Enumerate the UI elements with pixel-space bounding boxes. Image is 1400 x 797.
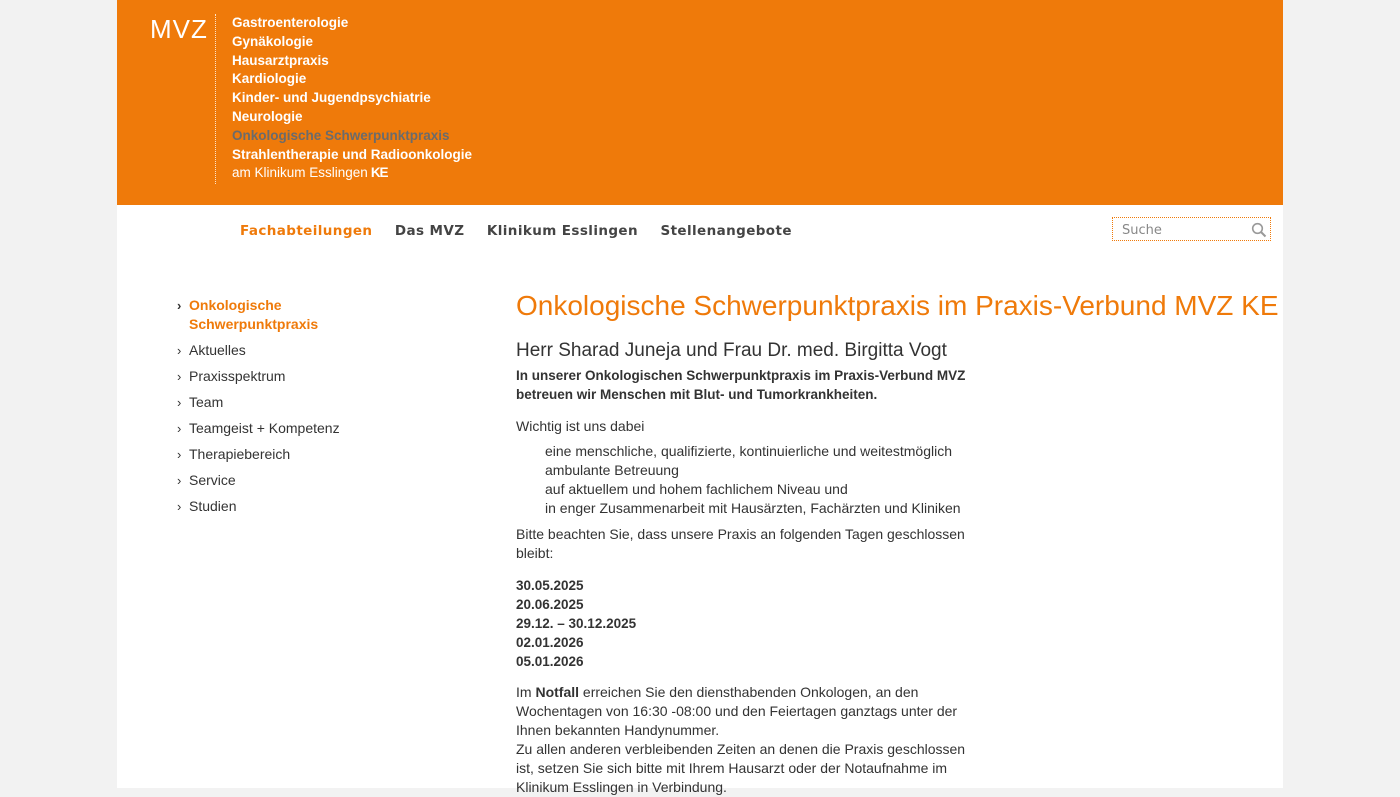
emergency-prefix: Im (516, 684, 532, 700)
subtitle-text: am Klinikum Esslingen (232, 165, 368, 181)
chevron-right-icon: › (177, 421, 182, 436)
sidebar-item-label: Praxisspektrum (189, 368, 286, 384)
closed-dates (516, 576, 1256, 671)
logo[interactable]: MVZ (150, 14, 208, 44)
closed-date: 30.05.2025 (516, 578, 584, 593)
header (117, 0, 1283, 205)
emergency-text (516, 683, 986, 740)
nav-das-mvz[interactable]: Das MVZ (394, 223, 465, 239)
chevron-right-icon: › (177, 447, 182, 462)
dept-link-hausarztpraxis[interactable]: Hausarztpraxis (232, 52, 329, 68)
chevron-right-icon: › (177, 499, 182, 514)
chevron-right-icon: › (177, 298, 182, 313)
search-box (1112, 217, 1271, 241)
other-times-text: Zu allen anderen verbleibenden Zeiten an denen die Praxis geschlossen ist, setzen Sie sich bitte mit Ihrem Hausarzt oder der Notaufnahme im Klinikum Esslingen in Verbindung. (516, 741, 966, 795)
page (117, 0, 1283, 795)
emergency-body: erreichen Sie den diensthabenden Onkologen, an den Wochentagen von 16:30 -08:00 und den Feiertagen ganztags unter der Ihnen bekannten Handynummer. (516, 684, 958, 738)
list-item: auf aktuellem und hohem fachlichem Niveau und (545, 481, 848, 497)
department-list (215, 14, 472, 184)
list-item: in enger Zusammenarbeit mit Hausärzten, Fachärzten und Kliniken (545, 500, 961, 516)
sidebar-item-label: Therapiebereich (189, 446, 291, 462)
page-title: Onkologische Schwerpunktpraxis im Praxis-Verbund MVZ KE (516, 290, 1279, 321)
sidebar-item-label: Onkologische Schwerpunktpraxis (189, 297, 319, 332)
chevron-right-icon: › (177, 395, 182, 410)
important-intro: Wichtig ist uns dabei (516, 418, 645, 434)
dept-link-kinder-jugendpsychiatrie[interactable]: Kinder- und Jugendpsychiatrie (232, 90, 431, 106)
dept-link-onkologie[interactable]: Onkologische Schwerpunktpraxis (232, 127, 450, 143)
chevron-right-icon: › (177, 369, 182, 384)
closed-date: 29.12. – 30.12.2025 (516, 616, 637, 631)
sidebar-item-onkologische-schwerpunktpraxis[interactable] (177, 296, 377, 334)
header-subtitle (232, 164, 472, 183)
dept-link-kardiologie[interactable]: Kardiologie (232, 71, 307, 87)
sidebar-item-service[interactable] (177, 471, 377, 490)
values-list (516, 442, 985, 518)
sidebar-item-aktuelles[interactable] (177, 341, 377, 360)
sidebar-navigation (177, 296, 377, 523)
ke-logo: KE (370, 165, 388, 181)
chevron-right-icon: › (177, 343, 182, 358)
sidebar-item-label: Service (189, 472, 236, 488)
lead-text: In unserer Onkologischen Schwerpunktpraxis im Praxis-Verbund MVZ betreuen wir Menschen mit Blut- und Tumorkrankheiten. (516, 368, 966, 402)
dept-link-strahlentherapie[interactable]: Strahlentherapie und Radioonkologie (232, 146, 473, 162)
closed-notice: Bitte beachten Sie, dass unsere Praxis an folgenden Tagen geschlossen bleibt: (516, 526, 965, 561)
closed-date: 05.01.2026 (516, 654, 584, 669)
search-input[interactable] (1113, 218, 1259, 242)
sidebar-item-therapiebereich[interactable] (177, 445, 377, 464)
emergency-keyword: Notfall (535, 684, 580, 700)
sidebar-item-label: Studien (189, 498, 237, 514)
nav-stellenangebote[interactable]: Stellenangebote (660, 223, 792, 239)
sidebar-item-label: Team (189, 394, 224, 410)
closed-date: 20.06.2025 (516, 597, 584, 612)
sidebar-item-label: Teamgeist + Kompetenz (189, 420, 340, 436)
dept-link-gastroenterologie[interactable]: Gastroenterologie (232, 15, 349, 30)
main-navigation (240, 222, 810, 240)
sidebar-item-teamgeist-kompetenz[interactable] (177, 419, 377, 438)
nav-klinikum-esslingen[interactable]: Klinikum Esslingen (486, 223, 638, 239)
dept-link-gynaekologie[interactable]: Gynäkologie (232, 33, 314, 49)
list-item: eine menschliche, qualifizierte, kontinuierliche und weitestmöglich ambulante Betreuung (545, 443, 952, 478)
sidebar-item-label: Aktuelles (189, 342, 246, 358)
nav-fachabteilungen[interactable]: Fachabteilungen (240, 223, 373, 239)
doctors-heading: Herr Sharad Juneja und Frau Dr. med. Birgitta Vogt (516, 340, 947, 361)
sidebar-item-studien[interactable] (177, 497, 377, 516)
search-icon[interactable] (1251, 222, 1267, 238)
main-content (516, 288, 1279, 797)
sidebar-item-team[interactable] (177, 393, 377, 412)
chevron-right-icon: › (177, 473, 182, 488)
closed-date: 02.01.2026 (516, 635, 584, 650)
dept-link-neurologie[interactable]: Neurologie (232, 108, 303, 124)
sidebar-item-praxisspektrum[interactable] (177, 367, 377, 386)
